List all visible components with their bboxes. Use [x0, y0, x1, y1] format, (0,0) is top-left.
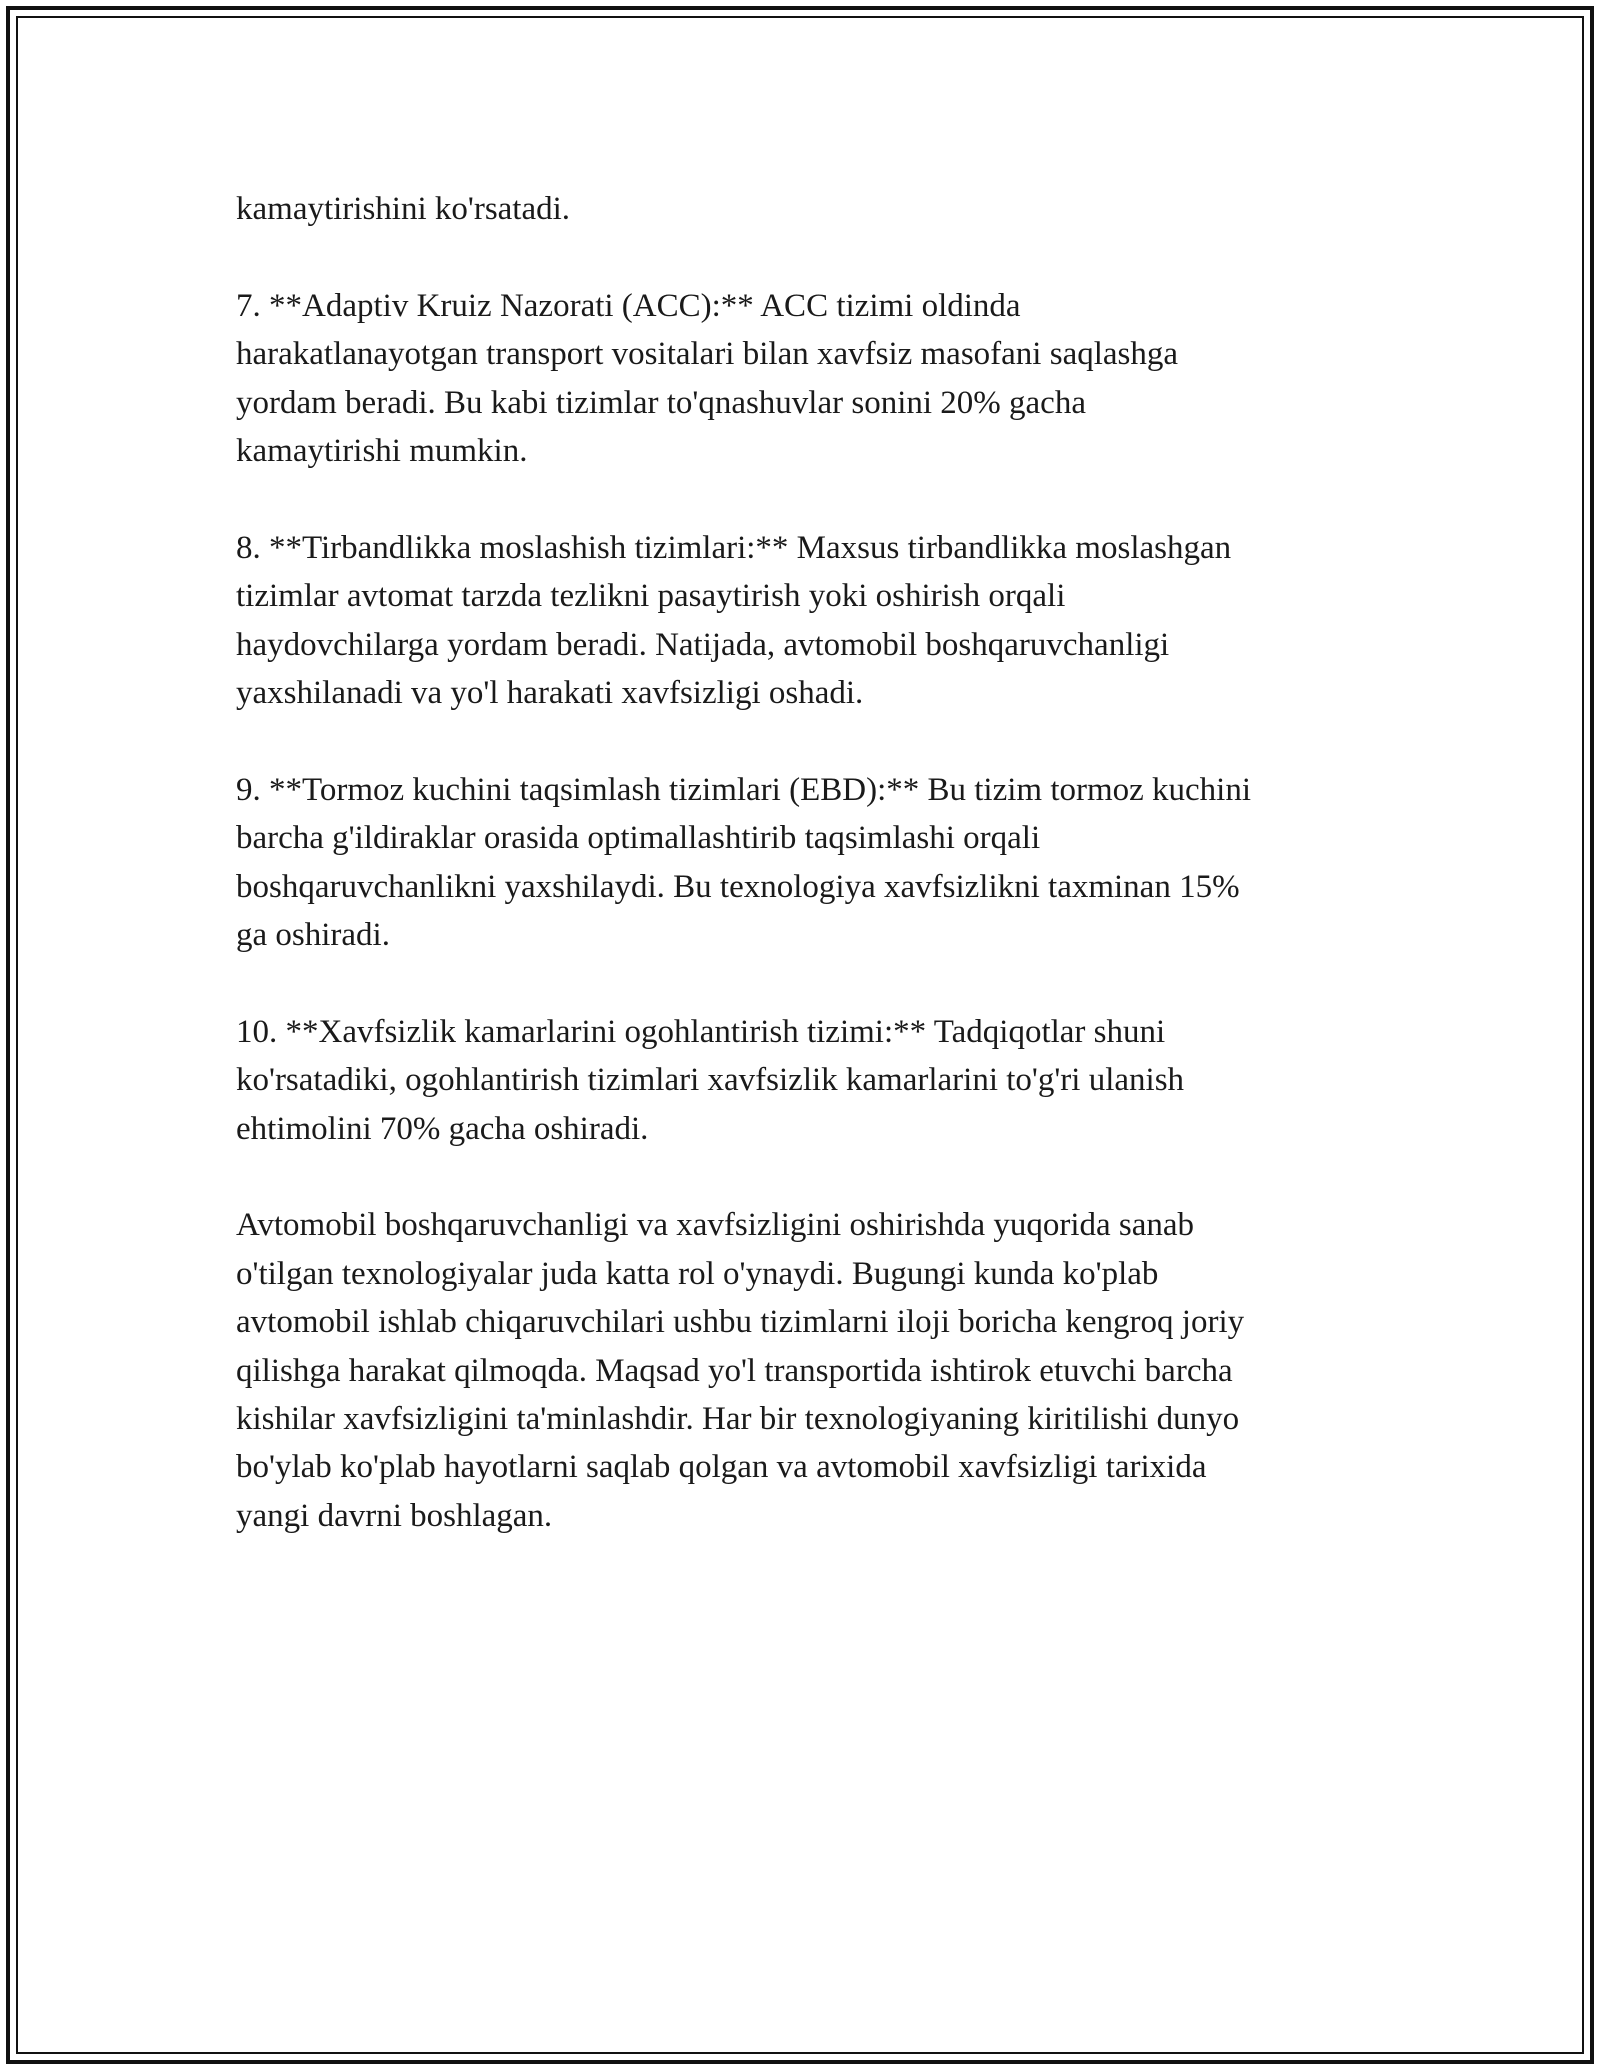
document-body — [236, 185, 1376, 1589]
paragraph-conclusion: Avtomobil boshqaruvchanligi va xavfsizligini oshirishda yuqorida sanab o'tilgan texnologiyalar juda katta rol o'ynaydi. Bugungi kunda ko'plab avtomobil ishlab chiqaruvchilari ushbu tizimlarni iloji boricha kengroq joriy qilishga harakat qilmoqda. Maqsad yo'l transportida ishtirok etuvchi barcha kishilar xavfsizligini ta'minlashdir. Har bir texnologiyaning kiritilishi dunyo bo'ylab ko'plab hayotlarni saqlab qolgan va avtomobil xavfsizligi tarixida yangi davrni boshlagan. — [236, 1207, 1245, 1534]
paragraph-item-8-traffic-adaptation: 8. **Tirbandlikka moslashish tizimlari:** Maxsus tirbandlikka moslashgan tizimlar avtomat tarzda tezlikni pasaytirish yoki oshirish orqali haydovchilarga yordam beradi. Natijada, avtomobil boshqaruvchanligi yaxshilanadi va yo'l harakati xavfsizligi oshadi. — [236, 529, 1232, 712]
paragraph-item-10-seatbelt-warning: 10. **Xavfsizlik kamarlarini ogohlantirish tizimi:** Tadqiqotlar shuni ko'rsatadiki, ogohlantirish tizimlari xavfsizlik kamarlarini to'g'ri ulanish ehtimolini 70% gacha oshiradi. — [236, 1013, 1185, 1147]
paragraph-item-7-acc: 7. **Adaptiv Kruiz Nazorati (ACC):** ACC tizimi oldinda harakatlanayotgan transport vositalari bilan xavfsiz masofani saqlashga yordam beradi. Bu kabi tizimlar to'qnashuvlar sonini 20% gacha kamaytirishi mumkin. — [236, 287, 1179, 470]
paragraph-item-9-ebd: 9. **Tormoz kuchini taqsimlash tizimlari (EBD):** Bu tizim tormoz kuchini barcha g'ildiraklar orasida optimallashtirib taqsimlashi orqali boshqaruvchanlikni yaxshilaydi. Bu texnologiya xavfsizlikni taxminan 15% ga oshiradi. — [236, 771, 1252, 954]
paragraph-continuation: kamaytirishini ko'rsatadi. — [236, 191, 571, 227]
